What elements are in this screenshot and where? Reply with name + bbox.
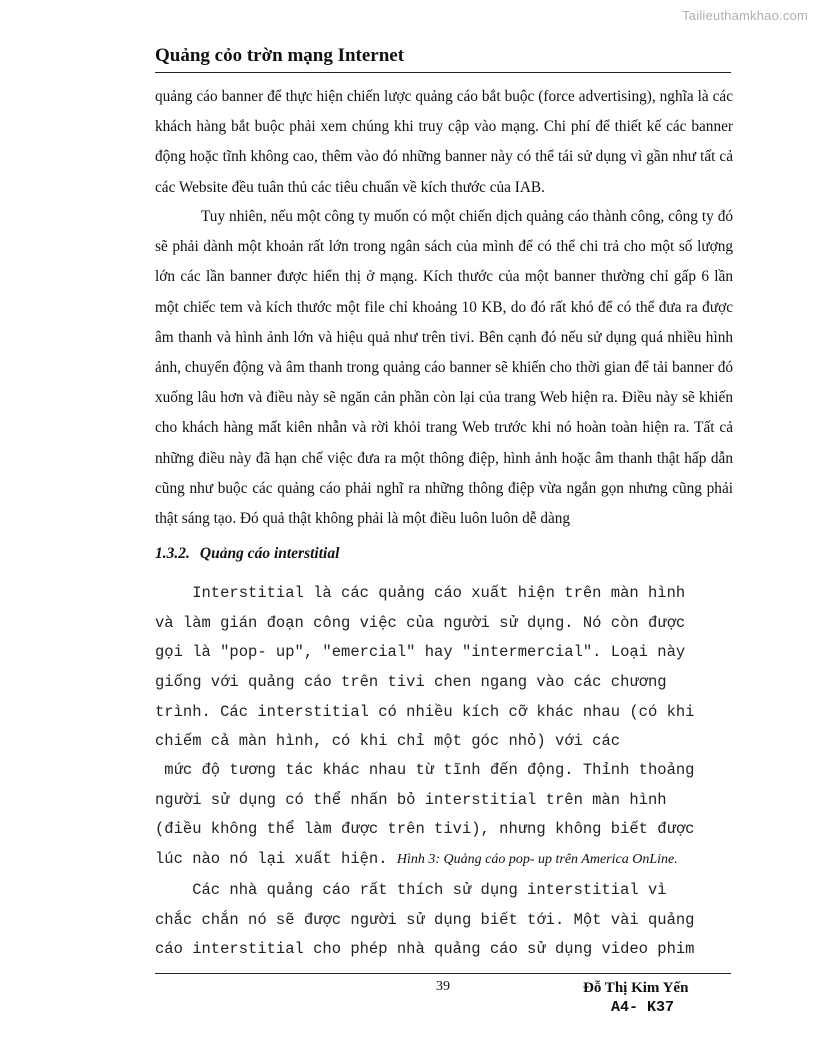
text-line: giống với quảng cáo trên tivi chen ngang vào các chương [155, 673, 667, 692]
interstitial-paragraph-part-3 [155, 876, 735, 965]
text-line: lúc nào nó lại xuất hiện. [155, 850, 397, 869]
text-line: chắc chắn nó sẽ được người sử dụng biết tới. Một vài quảng [155, 910, 695, 929]
text-line: gọi là "pop- up", "emercial" hay "intermercial". Loại này [155, 643, 686, 662]
watermark-text: Tailieuthamkhao.com [682, 8, 808, 23]
text-line: (điều không thể làm được trên tivi), nhưng không biết được [155, 820, 695, 839]
page-number: 39 [436, 979, 450, 994]
text-line: cáo interstitial cho phép nhà quảng cáo sử dụng video phim [155, 940, 695, 959]
body-paragraph-2: Tuy nhiên, nếu một công ty muốn có một chiến dịch quảng cáo thành công, công ty đó sẽ phải dành một khoản rất lớn trong ngân sách của mình để có thể chi trả cho một số lượng lớn các lần banner được hiển thị ở mạng. Kích thước của một banner thường chỉ gấp 6 lần một chiếc tem và kích thước một file chỉ khoảng 10 KB, do đó rất khó để có thể đưa ra được âm thanh và hình ảnh lớn và hiệu quả như trên tivi. Bên cạnh đó nếu sử dụng quá nhiều hình ảnh, chuyển động và âm thanh trong quảng cáo banner sẽ khiến cho thời gian để tải banner đó xuống lâu hơn và điều này sẽ ngăn cản phần còn lại của trang Web hiện ra. Điều này sẽ khiến cho khách hàng mất kiên nhẫn và rời khỏi trang Web trước khi nó hoàn toàn hiện ra. Tất cả những điều này đã hạn chế việc đưa ra một thông điệp, hình ảnh hoặc âm thanh thật hấp dẫn cũng như buộc các quảng cáo phải nghĩ ra những thông điệp vừa ngắn gọn nhưng cũng phải thật sáng tạo. Đó quả thật không phải là một điều luôn luôn dễ dàng [155, 208, 733, 528]
section-number: 1.3.2. [155, 545, 190, 562]
text-line: Các nhà quảng cáo rất thích sử dụng interstitial vì [155, 881, 667, 899]
figure-caption: Hình 3: Quảng cáo pop- up trên America OnLine. [396, 852, 678, 868]
text-line: trình. Các interstitial có nhiều kích cỡ khác nhau (có khi [155, 702, 695, 721]
text-line: người sử dụng có thể nhấn bỏ interstitial trên màn hình [155, 790, 667, 809]
text-line: Interstitial là các quảng cáo xuất hiện trên màn hình [155, 584, 686, 602]
interstitial-paragraph-part-1 [155, 579, 735, 757]
text-line: và làm gián đoạn công việc của người sử dụng. Nó còn được [155, 613, 686, 632]
footer-divider [155, 973, 731, 974]
header-divider [155, 72, 731, 73]
author-name: Đỗ Thị Kim Yến [583, 980, 689, 996]
text-line-with-caption [155, 845, 735, 875]
page-header-title: Quảng cỏo trờn mạng Internet [155, 45, 405, 66]
body-paragraph-1: quảng cáo banner để thực hiện chiến lược quảng cáo bắt buộc (force advertising), nghĩa là các khách hàng bắt buộc phải xem chúng khi truy cập vào mạng. Chi phí để thiết kế các banner động hoặc tĩnh không cao, thêm vào đó những banner này có thể tái sử dụng vì gần như tất cả các Website đều tuân thủ các tiêu chuẩn về kích thước của IAB. [155, 88, 733, 196]
interstitial-paragraph-part-2 [155, 756, 735, 875]
text-line: mức độ tương tác khác nhau từ tĩnh đến động. Thỉnh thoảng [155, 761, 695, 779]
section-heading [155, 545, 339, 563]
class-code: A4- K37 [611, 999, 675, 1016]
text-line: chiếm cả màn hình, có khi chỉ một góc nhỏ) với các [155, 732, 621, 751]
section-title: Quảng cáo interstitial [199, 545, 340, 562]
